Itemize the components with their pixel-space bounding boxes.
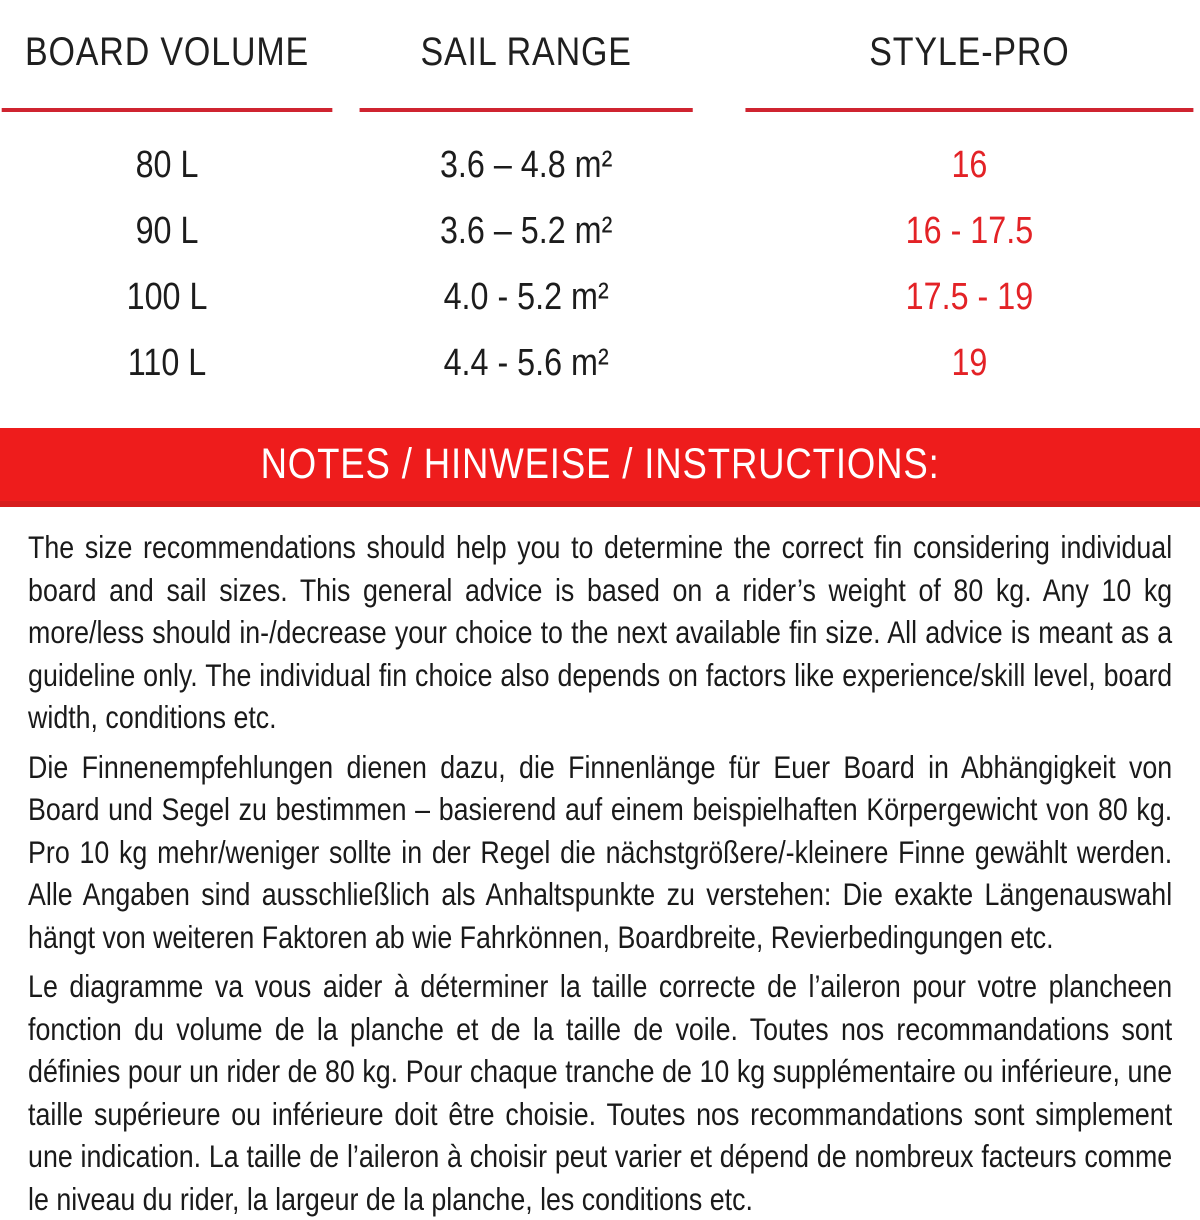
notes-paragraph-english: The size recommendations should help you to determine the correct fin considering individual board and sail sizes. This general advice is based on a rider’s weight of 80 kg. Any 10 kg more/less should in-/decrease your choice to the next available fin size. All advice is meant as a guideline only. The individual fin choice also depends on factors like experience/skill level, board width, conditions etc. — [28, 529, 1173, 735]
fin-size-chart — [0, 30, 1200, 1220]
column-header-sail-range: SAIL RANGE — [420, 30, 632, 74]
cell-style-pro: 17.5 - 19 — [905, 276, 1034, 318]
notes-paragraph-french: Le diagramme va vous aider à déterminer la taille correcte de l’aileron pour votre plancheen fonction du volume de la planche et de la taille de voile. Toutes nos recommandations sont définies pour un rider de 80 kg. Pour chaque tranche de 10 kg supplémentaire ou inférieure, une taille supérieure ou inférieure doit être choisie. Toutes nos recommandations sont simplement une indication. La taille de l’aileron à choisir peut varier et dépend de nombreux facteurs comme le niveau du rider, la largeur de la planche, les conditions etc. — [28, 968, 1173, 1217]
column-header-style-pro: STYLE-PRO — [869, 30, 1070, 74]
cell-board-volume: 90 L — [135, 210, 199, 252]
cell-style-pro: 16 - 17.5 — [905, 210, 1034, 252]
cell-style-pro: 16 — [951, 144, 988, 186]
cell-sail-range: 3.6 – 4.8 m² — [439, 144, 613, 186]
cell-style-pro: 19 — [951, 342, 988, 384]
notes-paragraph-german: Die Finnenempfehlungen dienen dazu, die Finnenlänge für Euer Board in Abhängigkeit von Board und Segel zu bestimmen – basierend auf einem beispielhaften Körpergewicht von 80 kg. Pro 10 kg mehr/weniger sollte in der Regel die nächstgrößere/-kleinere Finne gewählt werden. Alle Angaben sind ausschließlich als Anhaltspunkte zu verstehen: Die exakte Längenauswahl hängt von weiteren Faktoren ab wie Fahrkönnen, Boardbreite, Revierbedingungen etc. — [28, 748, 1173, 955]
cell-sail-range: 4.0 - 5.2 m² — [443, 276, 609, 318]
cell-board-volume: 100 L — [126, 276, 208, 318]
cell-sail-range: 3.6 – 5.2 m² — [439, 210, 613, 252]
notes-section — [0, 507, 1200, 1220]
cell-board-volume: 80 L — [135, 144, 199, 186]
header-underline — [360, 108, 693, 112]
column-header-board-volume: BOARD VOLUME — [24, 30, 310, 74]
cell-sail-range: 4.4 - 5.6 m² — [443, 342, 609, 384]
header-underline — [2, 108, 333, 112]
size-table — [0, 30, 1200, 396]
header-underline — [745, 108, 1193, 112]
cell-board-volume: 110 L — [127, 342, 207, 384]
notes-banner — [0, 428, 1200, 507]
notes-banner-title: NOTES / HINWEISE / INSTRUCTIONS: — [260, 440, 940, 488]
